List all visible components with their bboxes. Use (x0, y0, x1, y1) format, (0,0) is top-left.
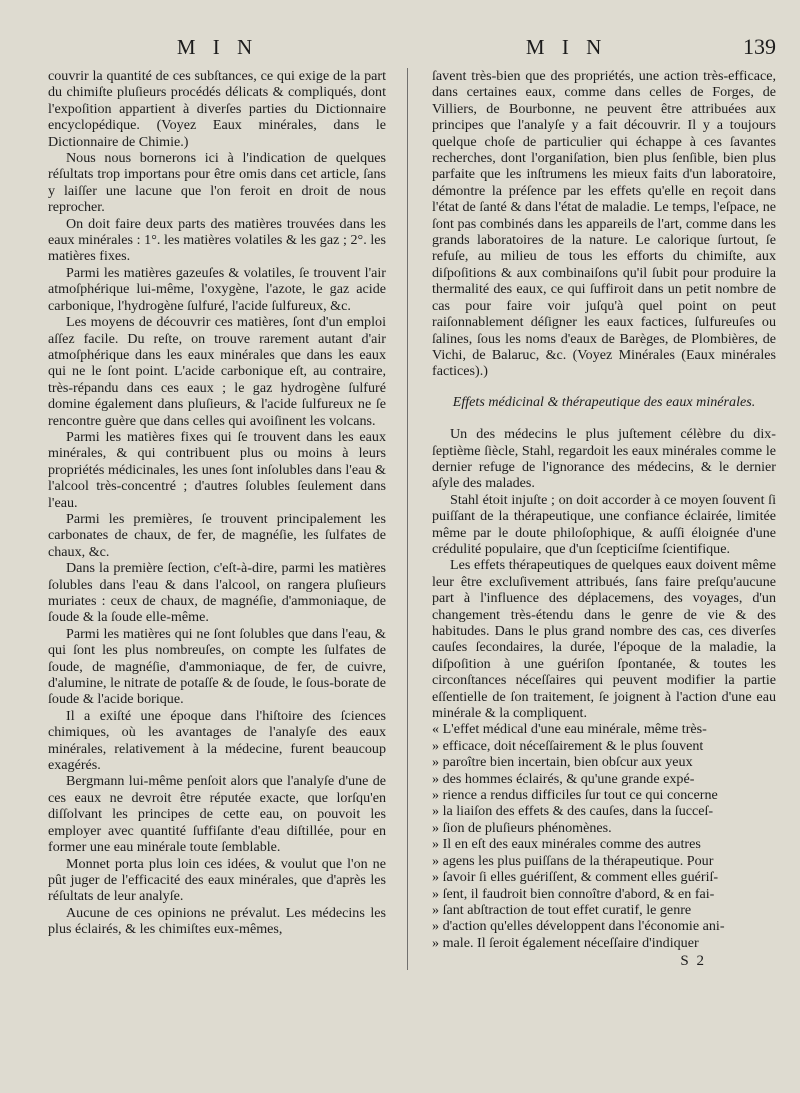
quote-line: » male. Il ſeroit également néceſſaire d'indiquer (432, 934, 699, 951)
page-number: 139 (743, 34, 776, 59)
paragraph: Parmi les matières fixes qui ſe trouvent dans les eaux minérales, & qui contribuent plus ou moins à leurs propriétés médicinales, les unes ſont inſolubles dans l'eau & l'alcool très-concentré ; d'autres ſolubles ſeulement dans l'eau. (48, 428, 386, 511)
quote-line: » Il en eſt des eaux minérales comme des autres (432, 836, 701, 853)
paragraph: Bergmann lui-même penſoit alors que l'analyſe d'une de ces eaux ne devroit être réputée exacte, que lorſqu'en diſſolvant les principes de cette eau, on pouvoit les employer avec quantité ſuffiſante d'eau diſtillée, pour en former une eau minérale toute ſemblable. (48, 773, 386, 856)
paragraph: Les moyens de découvrir ces matières, ſont d'un emploi aſſez facile. Du reſte, on trouve rarement autant d'air atmoſphérique dans les eaux minérales que dans les eaux qui ne le ſont point. L'acide carbonique eſt, au contraire, très-répandu dans ces eaux ; le gaz hydrogène ſulfuré domine également dans pluſieurs, & l'acide ſulfureux ne ſe rencontre guère que dans celles qui avoiſinent les volcans. (48, 314, 386, 429)
quote-line: » la liaiſon des effets & des cauſes, dans la ſucceſ- (432, 803, 714, 820)
paragraph: Les effets thérapeutiques de quelques eaux doivent même leur être excluſivement attribués, ſans faire preſqu'aucune part à l'influence des déplacemens, des voyages, d'un changement très-étendu dans le genre de vie & des habitudes. Dans le plus grand nombre des cas, ces diverſes cauſes ſecondaires, la durée, l'époque de la maladie, la diſpoſition à une guériſon ſpontanée, & toutes les circonſtances néceſſaires qui peuvent modifier la partie eſſentielle de ſon traitement, ſe joignent à l'action d'une eau minérale & la compliquent. (432, 557, 776, 722)
paragraph: Parmi les matières qui ne ſont ſolubles que dans l'eau, & qui ſont les plus nombreuſes, on compte les ſulfates de ſoude, de magnéſie, d'ammoniaque, de fer, de cuivre, d'alumine, le nitrate de potaſſe & de ſoude, le ſous-borate de ſoude & l'acide borique. (48, 625, 386, 708)
running-head-right: M I N (525, 35, 608, 59)
paragraph: Parmi les premières, ſe trouvent principalement les carbonates de chaux, de fer, de magnéſie, les ſulfates de chaux, &c. (48, 510, 386, 560)
quote-line: « L'effet médical d'une eau minérale, même très- (432, 721, 707, 738)
section-heading: Effets médicinal & thérapeutique des eaux minérales. (452, 393, 756, 410)
paragraph: Un des médecins le plus juſtement célèbre du dix-ſeptième ſiècle, Stahl, regardoit les eaux minérales comme le dernier refuge de l'ignorance des médecins, & le dernier aſyle des malades. (432, 426, 776, 492)
paragraph: ſavent très-bien que des propriétés, une action très-efficace, dans certaines eaux, comme dans celles de Forges, de Villiers, de Bourbonne, ne peuvent être attribuées aux principes que l'analyſe y a fait découvrir. Il y a toujours quelque choſe de particulier qui échappe à ces ſavantes recherches, dont l'organiſation, bien plus ſenſible, bien plus parfaite que les inſtrumens les mieux faits d'un laboratoire, démontre la préſence par les effets qu'elle en reçoit dans l'état de ſanté & dans l'état de maladie. Le temps, l'eſpace, ne ſont pas combinés dans les appareils de l'art, comme dans les grands laboratoires de la nature. Le calorique ſurtout, ſe refuſe, au milieu de tous les efforts du chimiſte, aux diſpoſitions & aux combinaiſons qu'il ſubit pour produire la thermalité des eaux, ce qui ſuffiroit dans un petit nombre de cas pour faire voir juſqu'à quel point on peut raiſonnablement déſigner les eaux factices, ſulfureuſes ou ſalines, ſous les noms d'eaux de Barèges, de Plombières, de Vichi, de Balaruc, &c. (Voyez Minérales (Eaux minérales factices).) (432, 68, 776, 380)
quotation (432, 721, 776, 951)
paragraph: Parmi les matières gazeuſes & volatiles, ſe trouvent l'air atmoſphérique lui-même, l'oxygène, l'azote, le gaz acide carbonique, l'hydrogène ſulfuré, l'acide ſulfureux, &c. (48, 264, 386, 314)
right-column (432, 68, 776, 970)
quote-line: » ſavoir ſi elles guériſſent, & comment elles guériſ- (432, 869, 719, 886)
running-head (48, 34, 776, 68)
quote-line: » ſion de pluſieurs phénomènes. (432, 819, 612, 836)
quote-line: » paroître bien incertain, bien obſcur aux yeux (432, 754, 693, 771)
paragraph: couvrir la quantité de ces subſtances, ce qui exige de la part du chimiſte pluſieurs procédés délicats & compliqués, dont l'expoſition appartient à diverſes parties du Dictionnaire encyclopédique. (Voyez Eaux minérales, dans le Dictionnaire de Chimie.) (48, 68, 386, 150)
quote-line: » efficace, doit néceſſairement & le plus ſouvent (432, 737, 704, 754)
paragraph: On doit faire deux parts des matières trouvées dans les eaux minérales : 1°. les matières volatiles & les gaz ; 2°. les matières fixes. (48, 215, 386, 265)
quote-line: » ſent, il faudroit bien connoître d'abord, & en fai- (432, 885, 715, 902)
paragraph: Aucune de ces opinions ne prévalut. Les médecins les plus éclairés, & les chimiſtes eux-mêmes, (48, 904, 386, 938)
paragraph: Stahl étoit injuſte ; on doit accorder à ce moyen ſouvent ſi puiſſant de la thérapeutique, une confiance éclairée, limitée même par le doute philoſophique, & auſſi éloignée d'une crédulité populaire, que d'un ſcepticiſme ſcientifique. (432, 491, 776, 557)
quote-line: » rience a rendus difficiles ſur tout ce qui concerne (432, 787, 718, 804)
quote-line: » des hommes éclairés, & qu'une grande expé- (432, 770, 695, 787)
paragraph: Dans la première ſection, c'eſt-à-dire, parmi les matières ſolubles dans l'eau & dans l'alcool, on rangera pluſieurs muriates : ceux de chaux, de magnéſie, d'ammoniaque, de ſoude & la ſoude elle-même. (48, 560, 386, 626)
paragraph: Il a exiſté une époque dans l'hiſtoire des ſciences chimiques, où les avantages de l'analyſe des eaux minérales, relativement à la médecine, furent beaucoup exagérés. (48, 707, 386, 774)
paragraph: Nous nous bornerons ici à l'indication de quelques réſultats trop importans pour être omis dans cet article, ſans y laiſſer une lacune que l'on feroit en droit de nous reprocher. (48, 150, 386, 216)
left-column (48, 68, 386, 970)
text-columns (48, 68, 776, 970)
signature-mark: S 2 (680, 953, 706, 970)
quote-line: » ſant abſtraction de tout effet curatif, le genre (432, 901, 692, 918)
running-head-left: M I N (176, 35, 259, 59)
quote-line: » agens les plus puiſſans de la thérapeutique. Pour (432, 852, 714, 869)
column-rule (407, 68, 408, 970)
quote-line: » d'action qu'elles développent dans l'économie ani- (432, 918, 725, 935)
paragraph: Monnet porta plus loin ces idées, & voulut que l'on ne pût juger de l'efficacité des eaux minérales, que d'après les réſultats de leur analyſe. (48, 855, 386, 905)
